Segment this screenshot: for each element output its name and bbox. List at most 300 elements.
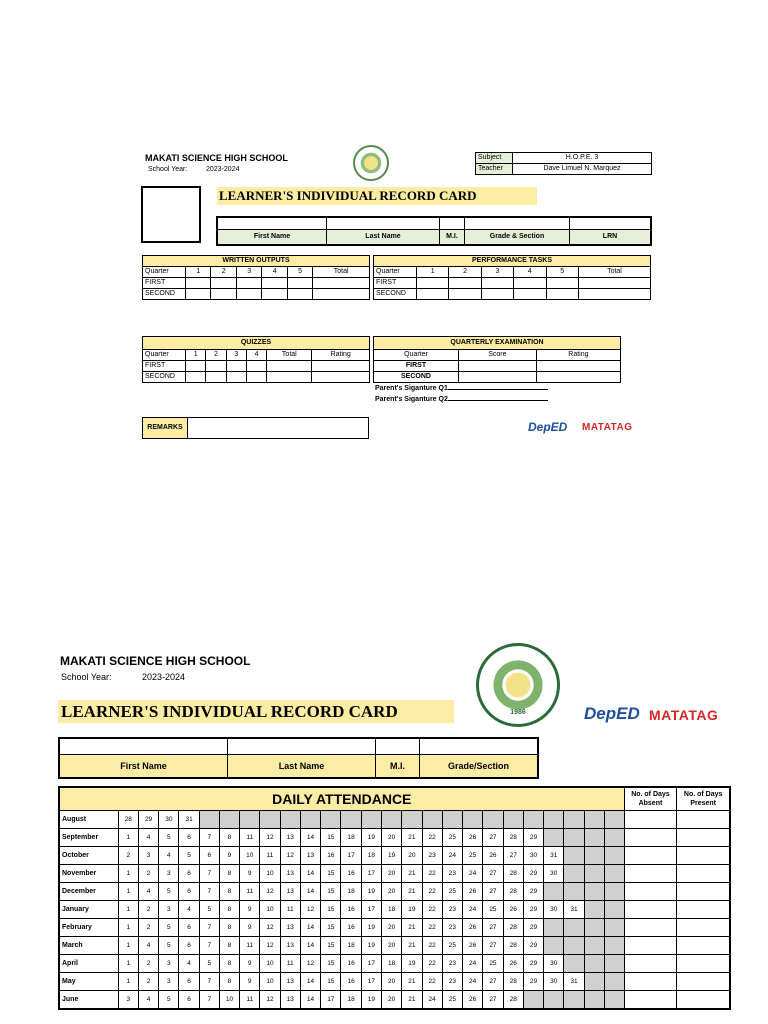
day-cell: 20 [381,865,401,883]
empty-day-cell [300,811,320,829]
day-cell: 23 [422,847,442,865]
wo-col-4: 4 [262,267,287,278]
grade-section-header: Grade & Section [465,230,570,246]
day-cell: 17 [361,973,381,991]
pt-col-5: 5 [546,267,578,278]
performance-tasks-title: PERFORMANCE TASKS [374,256,651,267]
matatag-logo-text-2: MATATAG [649,707,719,723]
day-cell: 19 [361,919,381,937]
day-cell: 29 [523,883,543,901]
qe-rating-header: Rating [536,350,620,361]
day-cell: 15 [321,865,341,883]
day-cell: 28 [118,811,138,829]
empty-day-cell [564,883,584,901]
day-cell: 28 [503,973,523,991]
day-cell: 21 [402,919,422,937]
card-title-2: LEARNER'S INDIVIDUAL RECORD CARD [58,700,454,723]
day-cell: 6 [179,865,199,883]
record-card-2 [0,640,768,1024]
attendance-row [59,865,730,883]
day-cell: 29 [138,811,158,829]
day-cell: 27 [483,991,503,1010]
day-cell: 28 [503,991,523,1010]
day-cell: 24 [442,847,462,865]
day-cell: 29 [523,973,543,991]
day-cell: 14 [300,991,320,1010]
day-cell: 13 [280,865,300,883]
month-label: September [59,829,118,847]
day-cell: 4 [159,847,179,865]
day-cell: 7 [199,919,219,937]
empty-day-cell [604,847,624,865]
record-card-1 [0,0,768,460]
attendance-row [59,811,730,829]
day-cell: 16 [321,847,341,865]
empty-day-cell [584,919,604,937]
empty-day-cell [604,919,624,937]
qe-row-second: SECOND [374,372,459,383]
day-cell: 16 [341,955,361,973]
day-cell: 29 [523,919,543,937]
day-cell: 26 [463,937,483,955]
deped-logo [528,420,567,434]
parent-signature-q1-label: Parent's Siganture Q1 [375,385,448,392]
day-cell: 28 [503,883,523,901]
day-cell: 4 [138,991,158,1010]
empty-day-cell [604,883,624,901]
day-cell: 20 [381,883,401,901]
month-label: January [59,901,118,919]
photo-box [141,186,201,243]
empty-day-cell [564,865,584,883]
day-cell: 13 [280,991,300,1010]
day-cell: 14 [300,865,320,883]
empty-day-cell [280,811,300,829]
day-cell: 3 [159,955,179,973]
day-cell: 27 [483,973,503,991]
day-cell: 28 [503,919,523,937]
day-cell: 31 [564,901,584,919]
day-cell: 15 [321,919,341,937]
day-cell: 13 [280,883,300,901]
day-cell: 8 [219,883,239,901]
day-cell: 25 [442,829,462,847]
day-cell: 2 [118,847,138,865]
day-cell: 6 [179,919,199,937]
day-cell: 29 [523,865,543,883]
subject-value: H.O.P.E. 3 [513,153,652,164]
day-cell: 24 [463,901,483,919]
wo-col-2: 2 [211,267,236,278]
day-cell: 9 [240,901,260,919]
empty-day-cell [219,811,239,829]
day-cell: 23 [442,973,462,991]
day-cell: 23 [442,955,462,973]
day-cell: 18 [341,937,361,955]
day-cell: 18 [361,847,381,865]
day-cell: 3 [159,901,179,919]
day-cell: 17 [361,865,381,883]
day-cell: 15 [321,973,341,991]
month-label: October [59,847,118,865]
teacher-label: Teacher [476,164,513,175]
day-cell: 22 [422,973,442,991]
empty-day-cell [564,919,584,937]
days-absent-header: No. of Days Absent [624,787,677,811]
day-cell: 7 [199,991,219,1010]
day-cell: 13 [300,847,320,865]
wo-quarter-header: Quarter [143,267,186,278]
day-cell: 14 [300,919,320,937]
wo-col-1: 1 [186,267,211,278]
day-cell: 18 [341,883,361,901]
day-cell: 16 [341,919,361,937]
day-cell: 16 [341,973,361,991]
day-cell: 26 [463,991,483,1010]
month-label: March [59,937,118,955]
empty-day-cell [523,811,543,829]
day-cell: 11 [240,829,260,847]
qz-col-3: 3 [226,350,246,361]
day-cell: 6 [179,991,199,1010]
day-cell: 12 [260,919,280,937]
day-cell: 9 [240,955,260,973]
days-absent-cell [624,883,677,901]
day-cell: 7 [199,883,219,901]
day-cell: 16 [341,865,361,883]
day-cell: 5 [159,829,179,847]
day-cell: 24 [463,973,483,991]
matatag-logo [582,422,633,433]
day-cell: 28 [503,829,523,847]
days-present-cell [677,991,730,1010]
empty-day-cell [604,901,624,919]
empty-day-cell [463,811,483,829]
school-year: 2023-2024 [206,166,240,173]
days-absent-cell [624,973,677,991]
empty-day-cell [523,991,543,1010]
day-cell: 24 [463,865,483,883]
empty-day-cell [584,991,604,1010]
school-year-label: School Year: [148,166,188,173]
day-cell: 5 [199,901,219,919]
day-cell: 31 [179,811,199,829]
day-cell: 10 [260,901,280,919]
day-cell: 24 [463,955,483,973]
empty-day-cell [584,847,604,865]
day-cell: 7 [199,937,219,955]
day-cell: 21 [402,991,422,1010]
day-cell: 1 [118,865,138,883]
qe-row-first: FIRST [374,361,459,372]
qz-row-second: SECOND [143,372,186,383]
day-cell: 17 [321,991,341,1010]
day-cell: 9 [240,919,260,937]
day-cell: 5 [159,919,179,937]
empty-day-cell [564,829,584,847]
day-cell: 21 [402,865,422,883]
day-cell: 19 [402,901,422,919]
day-cell: 7 [199,829,219,847]
day-cell: 19 [361,991,381,1010]
empty-day-cell [361,811,381,829]
day-cell: 8 [219,919,239,937]
day-cell: 12 [300,901,320,919]
day-cell: 12 [260,883,280,901]
empty-day-cell [564,811,584,829]
day-cell: 9 [240,973,260,991]
empty-day-cell [584,865,604,883]
day-cell: 6 [179,883,199,901]
qz-row-first: FIRST [143,361,186,372]
empty-day-cell [544,919,564,937]
parent-signature-q1 [375,385,548,392]
day-cell: 22 [422,937,442,955]
written-outputs-table [142,255,370,300]
day-cell: 10 [260,955,280,973]
day-cell: 11 [260,847,280,865]
day-cell: 19 [381,847,401,865]
pt-col-1: 1 [417,267,449,278]
attendance-row [59,937,730,955]
day-cell: 18 [381,901,401,919]
day-cell: 23 [442,865,462,883]
empty-day-cell [341,811,361,829]
day-cell: 21 [402,937,422,955]
month-label: May [59,973,118,991]
day-cell: 8 [219,955,239,973]
subject-label: Subject [476,153,513,164]
empty-day-cell [240,811,260,829]
days-present-cell [677,919,730,937]
daily-attendance-title: DAILY ATTENDANCE [59,787,624,811]
day-cell: 25 [483,955,503,973]
day-cell: 4 [179,955,199,973]
day-cell: 12 [260,991,280,1010]
day-cell: 2 [138,973,158,991]
day-cell: 7 [199,973,219,991]
days-present-cell [677,973,730,991]
day-cell: 1 [118,919,138,937]
day-cell: 8 [219,865,239,883]
day-cell: 19 [361,829,381,847]
matatag-logo-text: MATATAG [582,422,633,433]
day-cell: 6 [179,829,199,847]
attendance-row [59,919,730,937]
day-cell: 1 [118,955,138,973]
month-label: June [59,991,118,1010]
empty-day-cell [442,811,462,829]
days-present-cell [677,955,730,973]
pt-row-second: SECOND [374,289,417,300]
grade-section-header-2: Grade/Section [420,755,539,779]
day-cell: 5 [179,847,199,865]
day-cell: 15 [321,883,341,901]
day-cell: 15 [321,901,341,919]
empty-day-cell [604,937,624,955]
day-cell: 23 [442,919,462,937]
days-absent-cell [624,811,677,829]
learner-name-table [216,216,652,246]
day-cell: 14 [300,829,320,847]
daily-attendance-table [58,786,731,1010]
wo-col-5: 5 [287,267,312,278]
day-cell: 4 [138,883,158,901]
qz-col-total: Total [267,350,312,361]
school-year-2: 2023-2024 [142,672,186,682]
day-cell: 31 [564,973,584,991]
day-cell: 21 [402,973,422,991]
day-cell: 25 [442,883,462,901]
day-cell: 3 [138,847,158,865]
day-cell: 20 [381,973,401,991]
day-cell: 8 [219,829,239,847]
day-cell: 30 [544,955,564,973]
empty-day-cell [483,811,503,829]
day-cell: 14 [300,973,320,991]
seal-year: 1986 [510,709,526,716]
day-cell: 27 [483,829,503,847]
day-cell: 25 [442,937,462,955]
day-cell: 9 [240,865,260,883]
attendance-row [59,973,730,991]
day-cell: 17 [361,955,381,973]
wo-row-first: FIRST [143,278,186,289]
day-cell: 1 [118,937,138,955]
day-cell: 19 [361,937,381,955]
month-label: December [59,883,118,901]
deped-logo-text: DepED [528,420,568,434]
day-cell: 22 [422,955,442,973]
day-cell: 22 [422,883,442,901]
school-seal-large-icon [476,643,560,727]
day-cell: 30 [159,811,179,829]
pt-col-3: 3 [481,267,513,278]
empty-day-cell [604,991,624,1010]
day-cell: 12 [260,829,280,847]
day-cell: 6 [179,973,199,991]
day-cell: 22 [422,919,442,937]
day-cell: 27 [483,919,503,937]
empty-day-cell [604,955,624,973]
attendance-row [59,829,730,847]
school-name-2: MAKATI SCIENCE HIGH SCHOOL [60,654,251,668]
day-cell: 27 [483,937,503,955]
day-cell: 21 [402,883,422,901]
empty-day-cell [199,811,219,829]
day-cell: 28 [503,865,523,883]
day-cell: 5 [199,955,219,973]
day-cell: 3 [159,865,179,883]
deped-logo-text-2: DepED [584,704,640,723]
day-cell: 6 [199,847,219,865]
attendance-row [59,847,730,865]
empty-day-cell [544,883,564,901]
parent-signature-q2 [375,396,548,403]
day-cell: 27 [483,865,503,883]
day-cell: 13 [280,919,300,937]
day-cell: 11 [280,955,300,973]
day-cell: 8 [219,973,239,991]
day-cell: 19 [402,955,422,973]
day-cell: 13 [280,829,300,847]
attendance-row [59,955,730,973]
empty-day-cell [584,901,604,919]
days-absent-cell [624,829,677,847]
empty-day-cell [584,973,604,991]
day-cell: 2 [138,865,158,883]
day-cell: 31 [544,847,564,865]
day-cell: 2 [138,955,158,973]
day-cell: 25 [463,847,483,865]
day-cell: 10 [260,865,280,883]
qz-col-4: 4 [246,350,266,361]
day-cell: 11 [240,883,260,901]
day-cell: 2 [138,919,158,937]
days-absent-cell [624,865,677,883]
wo-row-second: SECOND [143,289,186,300]
days-absent-cell [624,991,677,1010]
month-label: November [59,865,118,883]
empty-day-cell [604,829,624,847]
empty-day-cell [544,991,564,1010]
day-cell: 20 [381,829,401,847]
day-cell: 30 [544,973,564,991]
days-absent-cell [624,901,677,919]
written-outputs-title: WRITTEN OUTPUTS [143,256,370,267]
day-cell: 15 [321,955,341,973]
day-cell: 13 [280,973,300,991]
empty-day-cell [584,955,604,973]
quizzes-title: QUIZZES [143,337,370,350]
day-cell: 27 [483,883,503,901]
empty-day-cell [584,811,604,829]
day-cell: 10 [240,847,260,865]
empty-day-cell [381,811,401,829]
day-cell: 26 [463,883,483,901]
mi-header: M.I. [440,230,465,246]
parent-signature-q2-label: Parent's Siganture Q2 [375,396,448,403]
day-cell: 6 [179,937,199,955]
day-cell: 29 [523,937,543,955]
days-absent-cell [624,955,677,973]
day-cell: 18 [381,955,401,973]
day-cell: 8 [219,937,239,955]
subject-teacher-table [475,152,652,175]
matatag-logo-2 [649,707,718,723]
attendance-row [59,883,730,901]
day-cell: 25 [442,991,462,1010]
day-cell: 12 [300,955,320,973]
remarks-box [142,417,369,439]
day-cell: 20 [381,937,401,955]
day-cell: 29 [523,955,543,973]
day-cell: 18 [341,829,361,847]
day-cell: 22 [422,901,442,919]
qz-col-1: 1 [186,350,206,361]
qz-quarter-header: Quarter [143,350,186,361]
day-cell: 3 [118,991,138,1010]
pt-col-4: 4 [514,267,546,278]
attendance-row [59,901,730,919]
day-cell: 30 [544,865,564,883]
empty-day-cell [503,811,523,829]
qe-score-header: Score [459,350,537,361]
days-present-cell [677,811,730,829]
empty-day-cell [584,883,604,901]
day-cell: 29 [523,901,543,919]
day-cell: 17 [361,901,381,919]
